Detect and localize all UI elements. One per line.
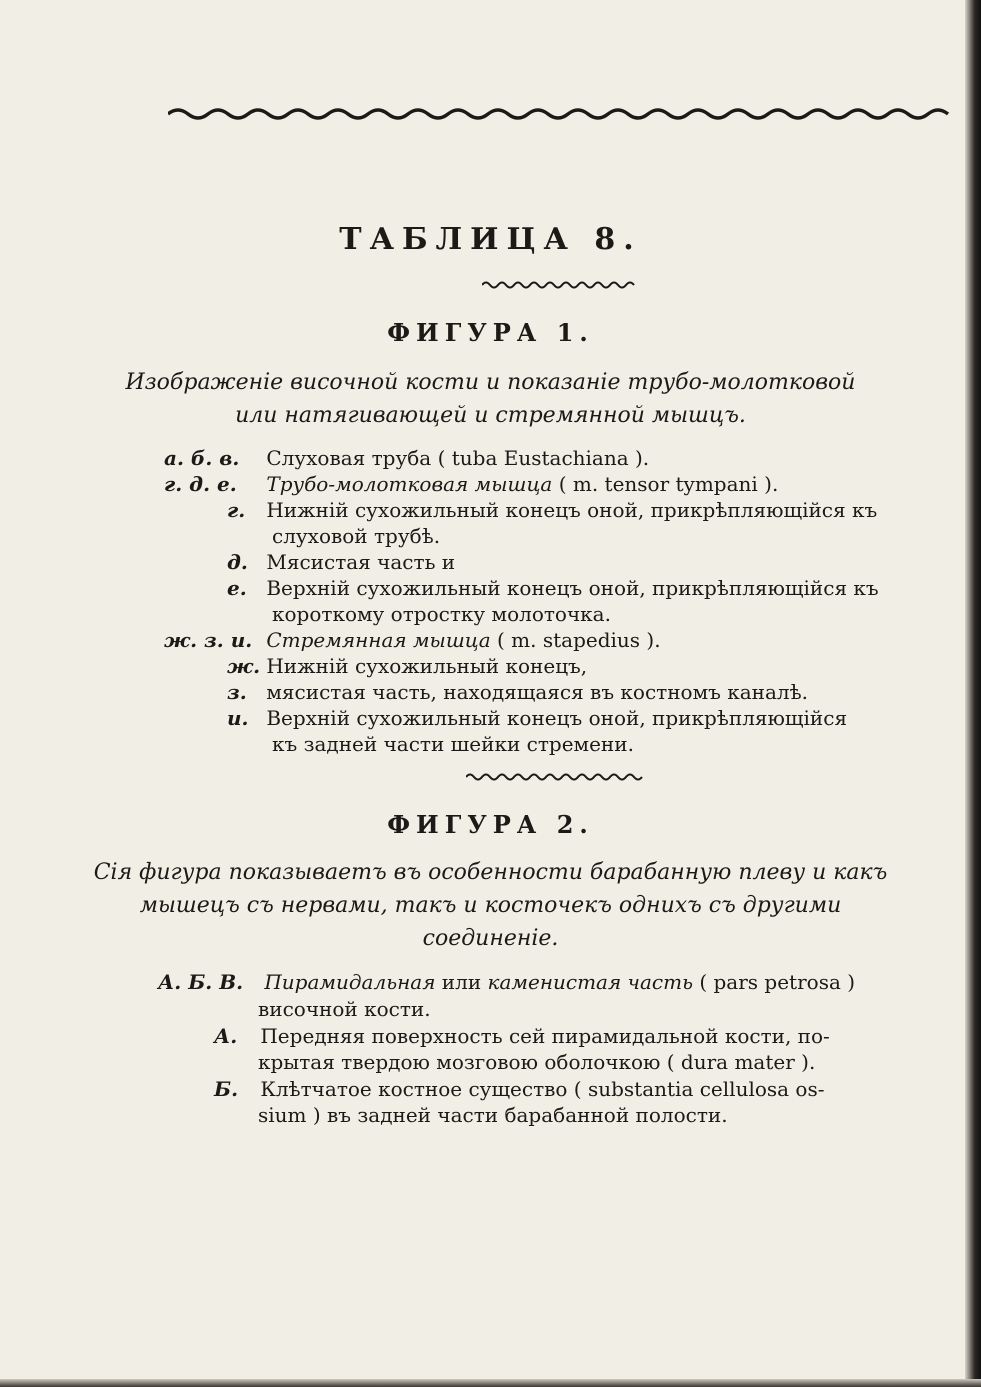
- figure2-title: ФИГУРА 2.: [387, 810, 594, 839]
- entry-text: крытая твердою мозговою оболочкою ( dura mater ).: [258, 1050, 816, 1074]
- entry-text: Передняя поверхность сей пирамидальной кости, по-: [260, 1024, 830, 1048]
- list-item: [272, 731, 634, 757]
- top-wave-ornament: [168, 104, 950, 124]
- list-item: [158, 969, 855, 995]
- scan-edge-right: [965, 0, 981, 1387]
- entry-text: къ задней части шейки стремени.: [272, 732, 634, 756]
- entry-text: ( m. stapedius ).: [497, 628, 661, 652]
- entry-text: Нижній сухожильный конецъ оной, прикрѣпляющійся къ: [266, 498, 878, 522]
- list-item: [258, 1049, 815, 1075]
- list-item: [272, 601, 611, 627]
- figure2-caption-line1: Сія фигура показываетъ въ особенности барабанную плеву и какъ: [93, 860, 888, 885]
- list-item: [214, 1023, 830, 1049]
- figure2-caption-line3: соединеніе.: [422, 926, 559, 951]
- entry-label: ж.: [227, 654, 261, 678]
- list-item: [164, 471, 778, 497]
- list-item: [227, 549, 455, 575]
- entry-label: ж. з. и.: [164, 628, 253, 652]
- list-item: [227, 575, 879, 601]
- entry-italic-term: Трубо-молотковая мышца: [266, 472, 553, 496]
- entry-text: Верхній сухожильный конецъ оной, прикрѣпляющійся: [266, 706, 848, 730]
- list-item: [164, 445, 649, 471]
- entry-italic-term: Пирамидальная: [264, 970, 436, 994]
- entry-label: и.: [227, 706, 249, 730]
- list-item: [227, 653, 587, 679]
- entry-text: Клѣтчатое костное существо ( substantia cellulosa os-: [260, 1077, 825, 1101]
- figure1-caption-line2: или натягивающей и стремянной мышцъ.: [235, 403, 746, 428]
- entry-text: Мясистая часть и: [266, 550, 456, 574]
- list-item: [258, 1102, 728, 1128]
- entry-text: короткому отростку молоточка.: [272, 602, 611, 626]
- list-item: [227, 679, 808, 705]
- list-item: [214, 1076, 825, 1102]
- entry-label: А.: [214, 1024, 238, 1048]
- entry-text: ( m. tensor tympani ).: [558, 472, 779, 496]
- entry-text-mid: или: [441, 970, 482, 994]
- entry-text: мясистая часть, находящаяся въ костномъ каналѣ.: [266, 680, 809, 704]
- list-item: [227, 497, 877, 523]
- entry-text: слуховой трубѣ.: [272, 524, 441, 548]
- entry-label: з.: [227, 680, 247, 704]
- divider-ornament-1: [482, 280, 638, 290]
- entry-text: ( pars petrosa ): [699, 970, 856, 994]
- entry-label: г.: [227, 498, 246, 522]
- entry-label: г. д. е.: [164, 472, 237, 496]
- entry-label: д.: [227, 550, 248, 574]
- figure1-title: ФИГУРА 1.: [387, 318, 594, 347]
- list-item: [164, 627, 661, 653]
- table-title: ТАБЛИЦА 8.: [339, 222, 642, 257]
- entry-italic-term-2: каменистая часть: [487, 970, 693, 994]
- entry-label: Б.: [214, 1077, 239, 1101]
- entry-text: Нижній сухожильный конецъ,: [266, 654, 588, 678]
- entry-text: височной кости.: [258, 997, 431, 1021]
- figure2-caption-line2: мышецъ съ нервами, такъ и косточекъ однихъ съ другими: [139, 893, 842, 918]
- entry-label: А. Б. В.: [158, 970, 244, 994]
- entry-text: sium ) въ задней части барабанной полости.: [258, 1103, 728, 1127]
- scan-edge-bottom: [0, 1379, 981, 1387]
- entry-label: а. б. в.: [164, 446, 240, 470]
- list-item: [272, 523, 440, 549]
- figure1-caption-line1: Изображеніе височной кости и показаніе трубо-молотковой: [125, 370, 856, 395]
- divider-ornament-2: [466, 772, 650, 782]
- entry-text: Верхній сухожильный конецъ оной, прикрѣпляющійся къ: [266, 576, 879, 600]
- entry-label: е.: [227, 576, 247, 600]
- list-item: [227, 705, 847, 731]
- entry-italic-term: Стремянная мышца: [266, 628, 491, 652]
- list-item: [258, 996, 431, 1022]
- entry-text: Слуховая труба ( tuba Eustachiana ).: [266, 446, 650, 470]
